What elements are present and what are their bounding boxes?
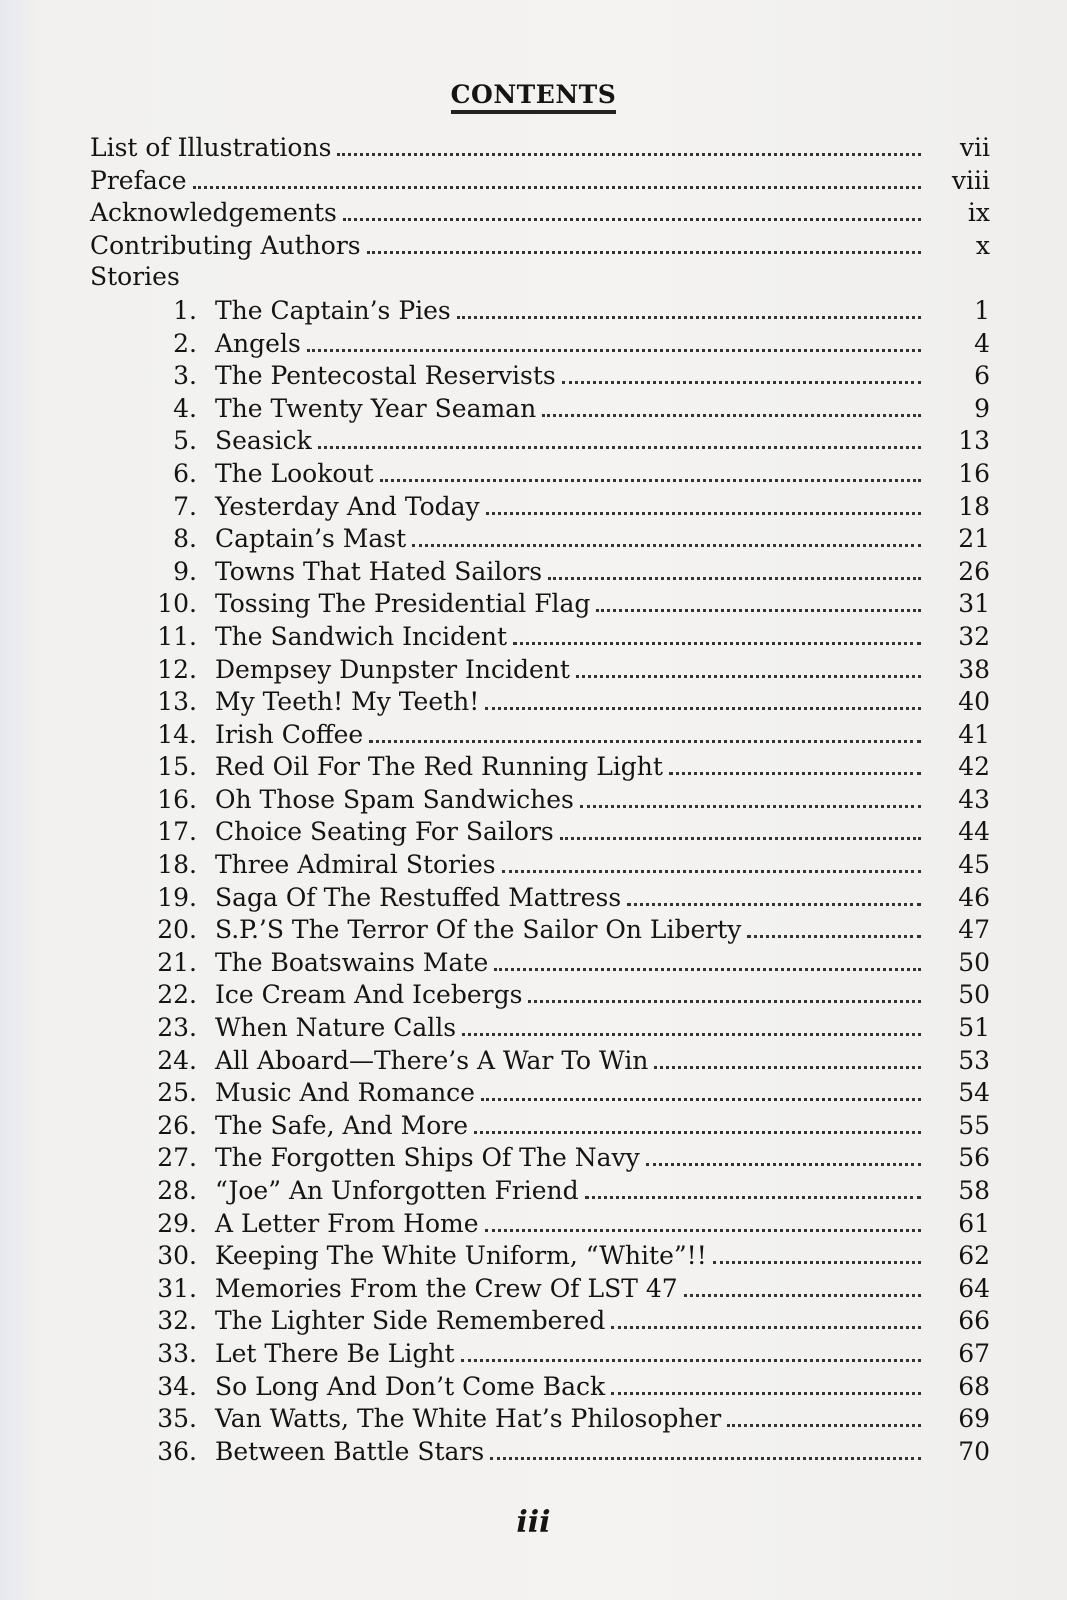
toc-entry-label: The Forgotten Ships Of The Navy	[215, 1143, 640, 1173]
toc-entry-label: Saga Of The Restuffed Mattress	[215, 882, 622, 912]
toc-entry	[90, 196, 990, 229]
toc-entry-label: Dempsey Dunpster Incident	[215, 654, 570, 684]
toc-entry-number: 15.	[157, 752, 197, 782]
toc-entry	[90, 653, 990, 686]
toc-entry-number: 29.	[157, 1208, 197, 1238]
toc-entry	[90, 1011, 990, 1044]
toc-entry	[90, 522, 990, 555]
toc-entry-label: So Long And Don’t Come Back	[215, 1371, 606, 1401]
toc-entry-label: Choice Seating For Sailors	[215, 817, 554, 847]
toc-entry-number: 18.	[157, 850, 197, 880]
dot-leader	[548, 555, 921, 580]
toc-entry-page: 1	[974, 295, 990, 325]
dot-leader	[747, 913, 921, 938]
toc-entry	[90, 1076, 990, 1109]
toc-entry-page: 26	[958, 556, 990, 586]
toc-entry-number: 10.	[157, 589, 197, 619]
dot-leader	[611, 1304, 921, 1329]
toc-entry-number: 8.	[173, 524, 197, 554]
toc-entry-number: 1.	[173, 295, 197, 325]
toc-entry	[90, 913, 990, 946]
toc-entry-number: 3.	[173, 361, 197, 391]
toc-entry-page: 61	[958, 1208, 990, 1238]
toc-entry-number: 30.	[157, 1241, 197, 1271]
toc-entry	[90, 131, 990, 164]
toc-entry-label: All Aboard—There’s A War To Win	[215, 1045, 649, 1075]
toc-entry-page: 47	[958, 915, 990, 945]
toc-entry-page: 69	[958, 1404, 990, 1434]
toc-entry	[90, 1174, 990, 1207]
toc-entry	[90, 457, 990, 490]
toc-entry-page: 54	[958, 1078, 990, 1108]
front-matter-list	[90, 131, 990, 261]
dot-leader	[562, 359, 921, 384]
dot-leader	[627, 881, 921, 906]
dot-leader	[457, 294, 921, 319]
toc-entry	[90, 490, 990, 523]
toc-entry-page: 4	[974, 328, 990, 358]
toc-entry-label: The Captain’s Pies	[215, 295, 451, 325]
dot-leader	[580, 783, 921, 808]
toc-entry-number: 28.	[157, 1176, 197, 1205]
toc-entry	[90, 978, 990, 1011]
toc-entry-page: vii	[959, 133, 990, 162]
dot-leader	[611, 1370, 921, 1395]
toc-entry	[90, 1402, 990, 1435]
toc-entry-label: The Lighter Side Remembered	[215, 1306, 606, 1336]
toc-entry-page: 55	[958, 1110, 990, 1140]
toc-entry-label: Acknowledgements	[90, 198, 337, 228]
toc-entry-page: 66	[958, 1306, 990, 1336]
toc-entry-page: 40	[958, 687, 990, 717]
toc-entry-page: 6	[974, 361, 990, 391]
toc-entry-number: 27.	[157, 1143, 197, 1173]
toc-entry-label: Seasick	[215, 426, 312, 456]
toc-entry-label: List of Illustrations	[90, 133, 332, 162]
toc-entry	[90, 1207, 990, 1240]
contents-title-text: CONTENTS	[451, 80, 617, 114]
dot-leader	[494, 946, 921, 971]
dot-leader	[485, 1207, 921, 1232]
contents-title	[0, 80, 1067, 109]
dot-leader	[486, 490, 921, 515]
dot-leader	[369, 718, 921, 743]
toc-entry	[90, 718, 990, 751]
toc-entry-page: 41	[958, 719, 990, 749]
toc-entry-page: 16	[958, 458, 990, 488]
toc-entry-page: 9	[974, 393, 990, 423]
dot-leader	[337, 131, 921, 156]
toc-entry-number: 36.	[157, 1436, 197, 1466]
toc-entry-label: Keeping The White Uniform, “White”!!	[215, 1241, 707, 1271]
toc-entry-label: Oh Those Spam Sandwiches	[215, 784, 574, 814]
toc-entry-number: 33.	[157, 1338, 197, 1368]
toc-entry	[90, 359, 990, 392]
toc-entry-number: 35.	[157, 1404, 197, 1434]
toc-entry	[90, 1304, 990, 1337]
toc-entry-page: ix	[967, 198, 990, 228]
toc-entry-page: 13	[958, 426, 990, 456]
toc-entry-label: Memories From the Crew Of LST 47	[215, 1273, 678, 1303]
toc-entry-number: 11.	[157, 621, 197, 651]
toc-entry-number: 13.	[157, 687, 197, 717]
dot-leader	[343, 196, 921, 221]
toc-entry	[90, 392, 990, 425]
toc-entry-label: Yesterday And Today	[215, 491, 480, 521]
toc-entry-page: 46	[958, 882, 990, 912]
toc-entry-page: 58	[958, 1176, 990, 1205]
toc-entry	[90, 164, 990, 197]
toc-entry-label: Ice Cream And Icebergs	[215, 980, 523, 1010]
toc-entry-label: The Pentecostal Reservists	[215, 361, 556, 391]
table-of-contents	[90, 131, 990, 1467]
toc-entry-label: Music And Romance	[215, 1078, 475, 1108]
toc-entry	[90, 555, 990, 588]
dot-leader	[461, 1337, 921, 1362]
toc-entry	[90, 620, 990, 653]
dot-leader	[713, 1239, 921, 1264]
toc-entry-label: A Letter From Home	[215, 1208, 479, 1238]
toc-entry	[90, 1239, 990, 1272]
section-heading: Stories	[90, 262, 180, 292]
toc-entry-page: 51	[958, 1013, 990, 1043]
toc-entry-label: Towns That Hated Sailors	[215, 556, 543, 586]
toc-entry	[90, 294, 990, 327]
dot-leader	[654, 1044, 921, 1069]
toc-entry-label: Van Watts, The White Hat’s Philosopher	[215, 1404, 722, 1434]
toc-entry-page: 53	[958, 1045, 990, 1075]
toc-entry	[90, 783, 990, 816]
toc-entry-number: 4.	[173, 393, 197, 423]
dot-leader	[462, 1011, 921, 1036]
toc-entry-label: Captain’s Mast	[215, 524, 407, 554]
toc-entry-label: The Lookout	[215, 458, 374, 488]
toc-entry-number: 21.	[157, 947, 197, 977]
toc-entry-number: 31.	[157, 1273, 197, 1303]
toc-entry-page: x	[975, 230, 990, 260]
toc-entry-number: 16.	[157, 784, 197, 814]
toc-entry-page: 67	[958, 1338, 990, 1368]
toc-entry-page: 42	[958, 752, 990, 782]
dot-leader	[474, 1109, 921, 1134]
toc-entry	[90, 750, 990, 783]
toc-entry-label: Contributing Authors	[90, 230, 361, 260]
toc-entry-label: Red Oil For The Red Running Light	[215, 752, 663, 782]
toc-entry-label: “Joe” An Unforgotten Friend	[215, 1176, 579, 1205]
toc-entry-number: 24.	[157, 1045, 197, 1075]
toc-entry	[90, 1141, 990, 1174]
toc-entry-number: 23.	[157, 1013, 197, 1043]
stories-list	[90, 294, 990, 1467]
dot-leader	[490, 1435, 921, 1460]
toc-entry	[90, 815, 990, 848]
toc-entry-number: 19.	[157, 882, 197, 912]
dot-leader	[542, 392, 921, 417]
dot-leader	[669, 750, 921, 775]
toc-entry-page: 62	[958, 1241, 990, 1271]
toc-entry-label: Let There Be Light	[215, 1338, 455, 1368]
toc-entry-page: 56	[958, 1143, 990, 1173]
toc-entry-label: Three Admiral Stories	[215, 850, 496, 880]
toc-entry-label: The Safe, And More	[215, 1110, 468, 1140]
toc-entry	[90, 424, 990, 457]
toc-entry	[90, 587, 990, 620]
toc-entry	[90, 1272, 990, 1305]
toc-entry-label: Irish Coffee	[215, 719, 364, 749]
dot-leader	[528, 978, 921, 1003]
dot-leader	[684, 1272, 921, 1297]
page-folio: iii	[516, 1505, 551, 1540]
dot-leader	[560, 815, 921, 840]
dot-leader	[585, 1174, 921, 1199]
dot-leader	[193, 164, 921, 189]
toc-entry-number: 20.	[157, 915, 197, 945]
dot-leader	[502, 848, 921, 873]
toc-entry-page: 18	[958, 491, 990, 521]
toc-entry	[90, 1109, 990, 1142]
dot-leader	[727, 1402, 921, 1427]
toc-entry-label: S.P.’S The Terror Of the Sailor On Liberty	[215, 915, 742, 945]
toc-entry-label: Preface	[90, 165, 187, 195]
dot-leader	[307, 327, 921, 352]
toc-entry-page: 70	[958, 1436, 990, 1466]
toc-entry	[90, 1337, 990, 1370]
dot-leader	[513, 620, 921, 645]
toc-entry	[90, 946, 990, 979]
toc-entry-number: 9.	[173, 556, 197, 586]
toc-entry-page: 31	[958, 589, 990, 619]
toc-entry-number: 22.	[157, 980, 197, 1010]
toc-entry-number: 32.	[157, 1306, 197, 1336]
toc-entry	[90, 229, 990, 262]
toc-entry-page: 50	[958, 980, 990, 1010]
toc-entry	[90, 848, 990, 881]
toc-entry-number: 25.	[157, 1078, 197, 1108]
toc-entry-label: Angels	[215, 328, 301, 358]
toc-entry-page: viii	[951, 165, 990, 195]
toc-entry-number: 34.	[157, 1371, 197, 1401]
dot-leader	[412, 522, 921, 547]
toc-entry	[90, 685, 990, 718]
toc-entry-number: 7.	[173, 491, 197, 521]
toc-entry-label: The Sandwich Incident	[215, 621, 508, 651]
toc-entry-number: 2.	[173, 328, 197, 358]
toc-entry-page: 45	[958, 850, 990, 880]
dot-leader	[367, 229, 921, 254]
toc-entry-page: 44	[958, 817, 990, 847]
toc-entry-label: My Teeth! My Teeth!	[215, 687, 480, 717]
toc-entry	[90, 1370, 990, 1403]
dot-leader	[596, 587, 921, 612]
toc-entry-number: 26.	[157, 1110, 197, 1140]
toc-entry-label: When Nature Calls	[215, 1013, 457, 1043]
toc-entry	[90, 1435, 990, 1468]
dot-leader	[318, 424, 921, 449]
toc-entry-page: 32	[958, 621, 990, 651]
toc-entry-label: Between Battle Stars	[215, 1436, 485, 1466]
toc-entry-label: Tossing The Presidential Flag	[215, 589, 591, 619]
toc-entry-page: 64	[958, 1273, 990, 1303]
toc-entry-number: 6.	[173, 458, 197, 488]
toc-entry-page: 50	[958, 947, 990, 977]
toc-entry-page: 43	[958, 784, 990, 814]
toc-entry	[90, 881, 990, 914]
toc-entry-label: The Twenty Year Seaman	[215, 393, 537, 423]
dot-leader	[576, 653, 921, 678]
toc-entry-page: 38	[958, 654, 990, 684]
dot-leader	[646, 1141, 921, 1166]
dot-leader	[380, 457, 921, 482]
dot-leader	[485, 685, 921, 710]
toc-entry	[90, 1044, 990, 1077]
toc-entry-number: 14.	[157, 719, 197, 749]
dot-leader	[481, 1076, 921, 1101]
toc-entry-number: 12.	[157, 654, 197, 684]
toc-entry-label: The Boatswains Mate	[215, 947, 489, 977]
toc-entry	[90, 327, 990, 360]
toc-entry-page: 68	[958, 1371, 990, 1401]
toc-entry-number: 17.	[157, 817, 197, 847]
toc-entry-number: 5.	[173, 426, 197, 456]
toc-entry-page: 21	[958, 524, 990, 554]
